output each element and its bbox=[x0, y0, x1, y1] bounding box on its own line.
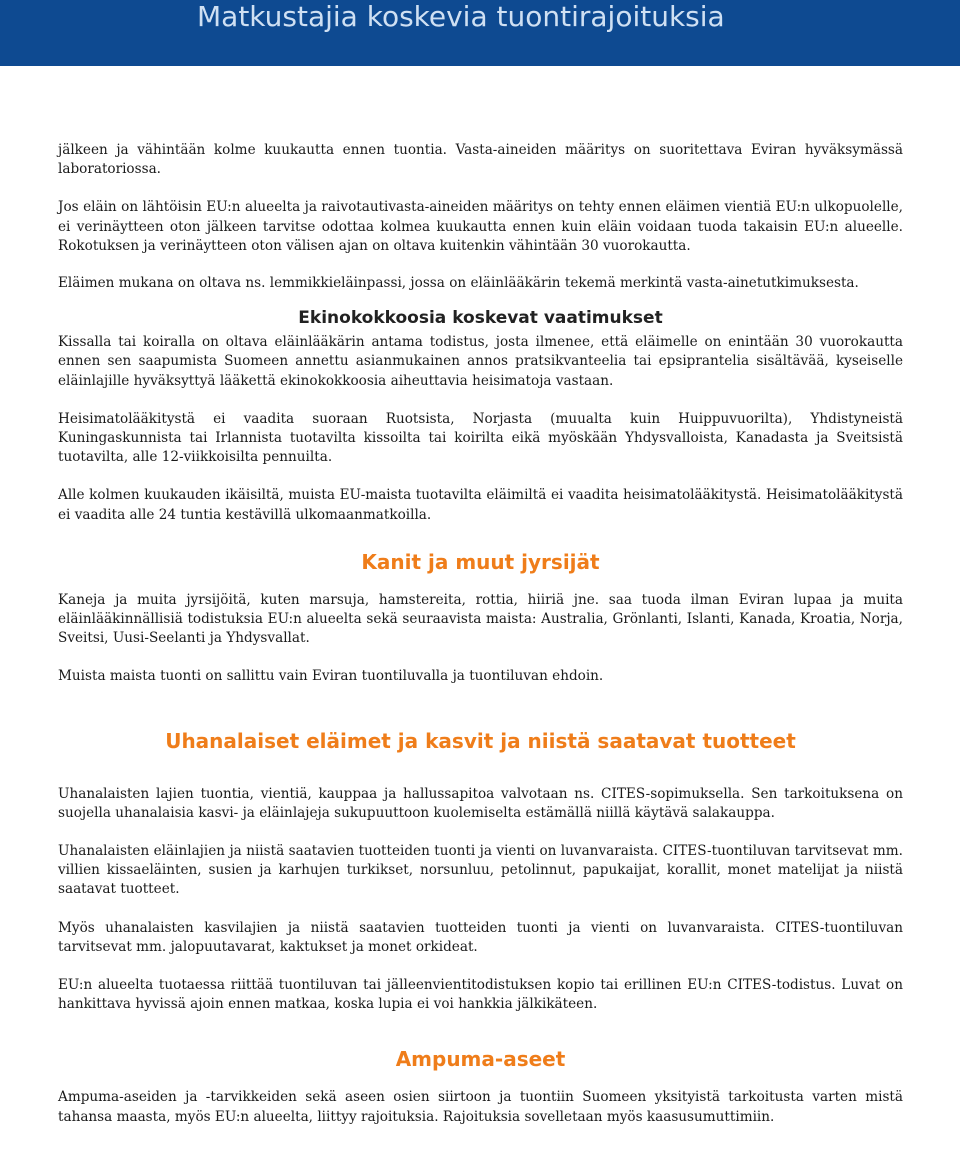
paragraph-ekinokokkoosi-2: Heisimatolääkitystä ei vaadita suoraan Ruotsista, Norjasta (muualta kuin Huippuvuorilta), Yhdistyneistä Kuningaskunnista tai Irlannista tuotavilta kissoilta tai koirilta eikä myöskään Yhdysvalloista, Kanadasta ja Sveitsistä tuotavilta, alle 12-viikkoisilta pennuilta. bbox=[58, 410, 903, 466]
heading-uhanalaiset: Uhanalaiset eläimet ja kasvit ja niistä saatavat tuotteet bbox=[165, 728, 796, 753]
paragraph-uhanalaiset-4: EU:n alueelta tuotaessa riittää tuontiluvan tai jälleenvientitodistuksen kopio tai erillinen EU:n CITES-todistus. Luvat on hankittava hyvissä ajoin ennen matkaa, koska lupia ei voi hankkia jälkikäteen. bbox=[58, 977, 903, 1013]
paragraph-uhanalaiset-2: Uhanalaisten eläinlajien ja niistä saatavien tuotteiden tuonti ja vienti on luvanvaraista. CITES-tuontiluvan tarvitsevat mm. villien kissaeläinten, susien ja karhujen turkikset, norsunluu, petolinnut, papukaijat, korallit, monet matelijat ja niistä saatavat tuotteet. bbox=[58, 843, 903, 898]
paragraph-kanit-2: Muista maista tuonti on sallittu vain Eviran tuontiluvalla ja tuontiluvan ehdoin. bbox=[58, 668, 604, 685]
heading-kanit: Kanit ja muut jyrsijät bbox=[361, 549, 600, 574]
paragraph-intro-1: jälkeen ja vähintään kolme kuukautta ennen tuontia. Vasta-aineiden määritys on suoritettava Eviran hyväksymässä laboratoriossa. bbox=[58, 142, 903, 178]
document-body bbox=[58, 141, 903, 1127]
page-title: Matkustajia koskevia tuontirajoituksia bbox=[197, 0, 725, 33]
paragraph-ekinokokkoosi-3: Alle kolmen kuukauden ikäisiltä, muista EU-maista tuotavilta eläimiltä ei vaadita heisimatolääkitystä. Heisimatolääkitystä ei vaadita alle 24 tuntia kestävillä ulkomaanmatkoilla. bbox=[58, 487, 903, 523]
paragraph-uhanalaiset-3: Myös uhanalaisten kasvilajien ja niistä saatavien tuotteiden tuonti ja vienti on luvanvaraista. CITES-tuontiluvan tarvitsevat mm. jalopuutavarat, kaktukset ja monet orkideat. bbox=[58, 919, 903, 955]
paragraph-ekinokokkoosi-1: Kissalla tai koiralla on oltava eläinlääkärin antama todistus, josta ilmenee, että eläimelle on enintään 30 vuorokautta ennen sen saapumista Suomeen annettu asianmukainen annos pratsikvanteelia tai epsiprantelia sisältävää, kyseiselle eläinlajille hyväksyttyä lääkettä ekinokokkoosia aiheuttavia heisimatoja vastaan. bbox=[58, 334, 903, 389]
paragraph-intro-3: Eläimen mukana on oltava ns. lemmikkieläinpassi, jossa on eläinlääkärin tekemä merkintä vasta-ainetutkimuksesta. bbox=[58, 275, 859, 292]
paragraph-intro-2: Jos eläin on lähtöisin EU:n alueelta ja raivotautivasta-aineiden määritys on tehty ennen eläimen vientiä EU:n ulkopuolelle, ei verinäytteen oton jälkeen tarvitse odottaa kolmea kuukautta ennen kuin eläin voidaan tuoda takaisin EU:n alueelle. Rokotuksen ja verinäytteen oton välisen ajan on oltava kuitenkin vähintään 30 vuorokautta. bbox=[58, 199, 903, 254]
heading-ampuma-aseet: Ampuma-aseet bbox=[395, 1047, 566, 1072]
page-header bbox=[0, 0, 960, 66]
paragraph-uhanalaiset-1: Uhanalaisten lajien tuontia, vientiä, kauppaa ja hallussapitoa valvotaan ns. CITES-sopimuksella. Sen tarkoituksena on suojella uhanalaisia kasvi- ja eläinlajeja sukupuuttoon kuolemiselta estämällä niillä käytävä salakauppa. bbox=[58, 785, 903, 821]
paragraph-kanit-1: Kaneja ja muita jyrsijöitä, kuten marsuja, hamstereita, rottia, hiiriä jne. saa tuoda ilman Eviran lupaa ja muita eläinlääkinnällisiä todistuksia EU:n alueelta sekä seuraavista maista: Australia, Grönlanti, Islanti, Kanada, Kroatia, Norja, Sveitsi, Uusi-Seelanti ja Yhdysvallat. bbox=[58, 591, 903, 647]
heading-ekinokokkoosi: Ekinokokkoosia koskevat vaatimukset bbox=[298, 308, 663, 329]
paragraph-ampuma-1: Ampuma-aseiden ja -tarvikkeiden sekä aseen osien siirtoon ja tuontiin Suomeen yksityistä tarkoitusta varten mistä tahansa maasta, myös EU:n alueelta, liittyy rajoituksia. Rajoituksia sovelletaan myös kaasusumuttimiin. bbox=[58, 1089, 903, 1125]
